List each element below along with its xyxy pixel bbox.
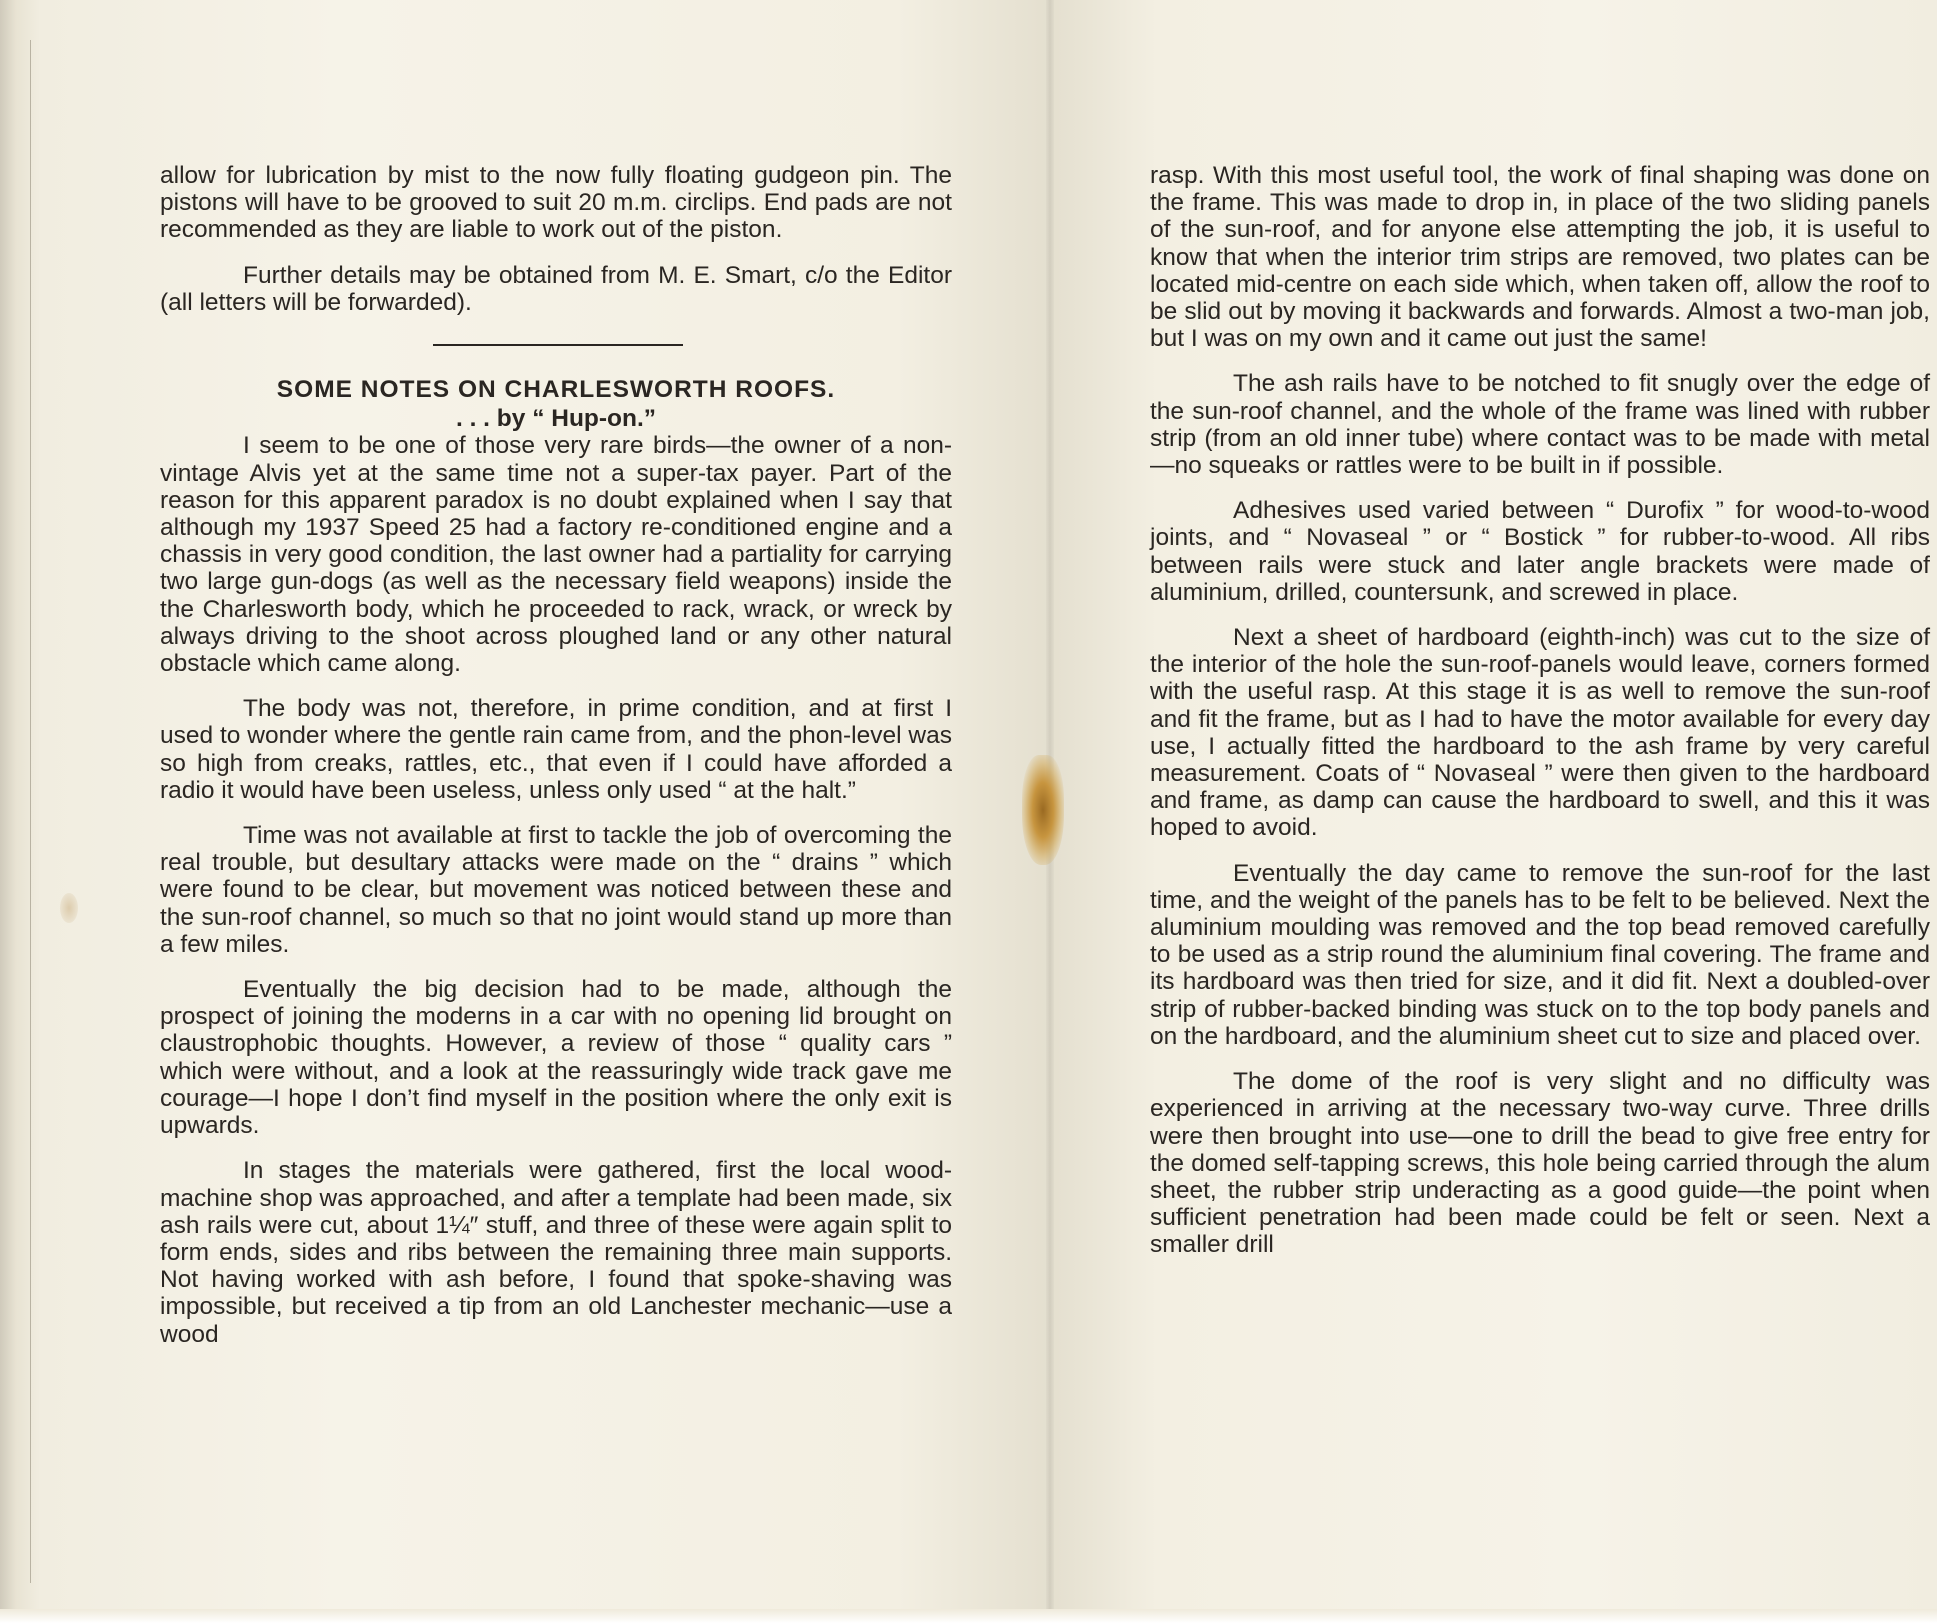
paragraph: I seem to be one of those very rare birds—the owner of a non-vintage Alvis yet at the same time not a super-tax payer. Part of the reason for this apparent paradox is no doubt explained when I say that although my 1937 Speed 25 had a factory re-conditioned engine and a chassis in very good condition, the last owner had a partiality for carrying two large gun-dogs (as well as the necessary field weapons) inside the the Charlesworth body, which he proceeded to rack, wrack, or wreck by always driving to the shoot across ploughed land or any other natural obstacle which came along.	[160, 432, 952, 678]
paragraph: Time was not available at first to tackle the job of overcoming the real trouble, but desultary attacks were made on the “ drains ” which were found to be clear, but movement was noticed between these and the sun-roof channel, so much so that no joint would stand up more than a few miles.	[160, 822, 952, 958]
paragraph: Further details may be obtained from M. E. Smart, c/o the Editor (all letters will be forwarded).	[160, 261, 952, 316]
paragraph: rasp. With this most useful tool, the work of final shaping was done on the frame. This was made to drop in, in place of the two sliding panels of the sun-roof, and for anyone else attempting the job, it is useful to know that when the interior trim strips are removed, two plates can be located mid-centre on each side which, when taken off, allow the roof to be slid out by moving it backwards and forwards. Almost a two-man job, but I was on my own and it came out just the same!	[1150, 162, 1930, 353]
paragraph: Adhesives used varied between “ Durofix ” for wood-to-wood joints, and “ Novaseal ” or “ Bostick ” for rubber-to-wood. All ribs between rails were stuck and later angle brackets were made of aluminium, drilled, countersunk, and screwed in place.	[1150, 497, 1930, 606]
paragraph: The ash rails have to be notched to fit snugly over the edge of the sun-roof channel, and the whole of the frame was lined with rubber strip (from an old inner tube) where contact was to be made with metal—no squeaks or rattles were to be built in if possible.	[1150, 370, 1930, 480]
right-column	[1150, 162, 1930, 1259]
paragraph: Eventually the big decision had to be made, although the prospect of joining the moderns in a car with no opening lid brought on claustrophobic thoughts. However, a review of those “ quality cars ” which were without, and a look at the reassuringly wide track gave me courage—I hope I don’t find myself in the position where the only exit is upwards.	[160, 976, 952, 1140]
paragraph: The body was not, therefore, in prime condition, and at first I used to wonder where the gentle rain came from, and the phon-level was so high from creaks, rattles, etc., that even if I could have afforded a radio it would have been useless, unless only used “ at the halt.”	[160, 695, 952, 804]
section-divider	[433, 344, 683, 346]
paragraph: The dome of the roof is very slight and no difficulty was experienced in arriving at the necessary two-way curve. Three drills were then brought into use—one to drill the bead to give free entry for the domed self-tapping screws, this hole being carried through the alum sheet, the rubber strip underacting as a good guide—the point when sufficient penetration had been made could be felt or seen. Next a smaller drill	[1150, 1068, 1930, 1259]
paragraph: allow for lubrication by mist to the now fully floating gudgeon pin. The pistons will have to be grooved to suit 20 m.m. circlips. End pads are not recommended as they are liable to work out of the piston.	[160, 162, 952, 244]
paragraph: In stages the materials were gathered, first the local wood-machine shop was approached, and after a template had been made, six ash rails were cut, about 1¼″ stuff, and three of these were again split to form ends, sides and ribs between the remaining three main supports. Not having worked with ash before, I found that spoke-shaving was impossible, but received a tip from an old Lanchester mechanic—use a wood	[160, 1157, 952, 1348]
page-bottom-edge	[0, 1609, 1937, 1623]
left-column	[160, 162, 952, 1348]
foxing-spot	[60, 893, 78, 923]
paragraph: Eventually the day came to remove the sun-roof for the last time, and the weight of the panels has to be felt to be believed. Next the aluminium moulding was removed and the top bead removed carefully to be used as a strip round the aluminium final covering. The frame and its hardboard was then tried for size, and it did fit. Next a doubled-over strip of rubber-backed binding was stuck on to the top body panels and on the hardboard, and the aluminium sheet cut to size and placed over.	[1150, 859, 1930, 1050]
article-byline: . . . by “ Hup-on.”	[455, 405, 657, 433]
article-title: SOME NOTES ON CHARLESWORTH ROOFS.	[276, 376, 836, 404]
paragraph: Next a sheet of hardboard (eighth-inch) was cut to the size of the interior of the hole the sun-roof-panels would leave, corners formed with the useful rasp. At this stage it is as well to remove the sun-roof and fit the frame, but as I had to have the motor available for every day use, I actually fitted the hardboard to the ash frame by very careful measurement. Coats of “ Novaseal ” were then given to the hardboard and frame, as damp can cause the hardboard to swell, and this it was hoped to avoid.	[1150, 624, 1930, 842]
page-stack-edge	[0, 0, 40, 1623]
binding-stain	[1022, 755, 1064, 865]
